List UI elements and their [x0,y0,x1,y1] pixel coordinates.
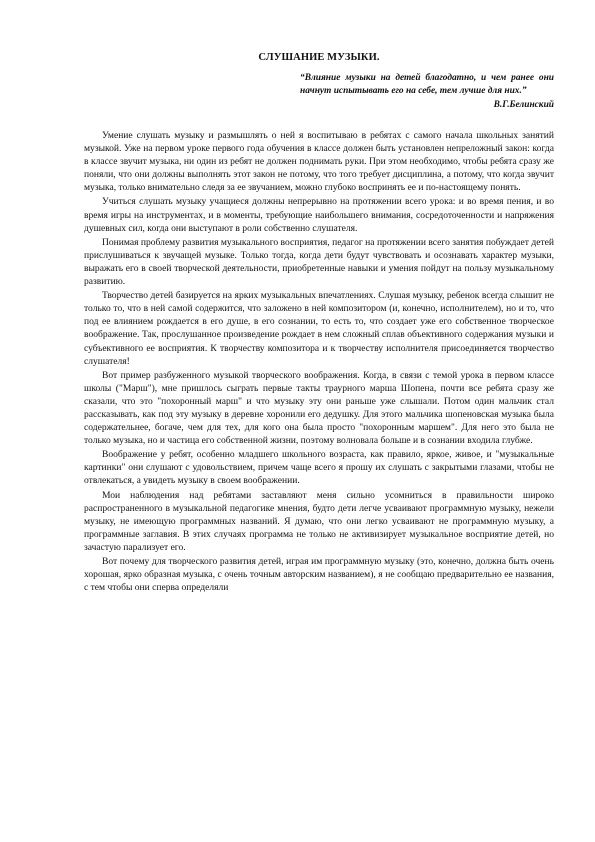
paragraph: Вот пример разбуженного музыкой творческого воображения. Когда, в связи с темой урока в первом классе школы ("Марш"), мне пришлось сыграть первые такты траурного марша Шопена, почти все ребята сразу же сказали, что это "похоронный марш" и что музыку эту они раньше уже слышали. Потом один мальчик стал рассказывать, как под эту музыку в деревне хоронили его дедушку. Для этого мальчика шопеновская музыка была содержательнее, богаче, чем для тех, для кого она была просто "похоронным маршем". Для него это была не только музыка, но и частица его собственной жизни, поэтому волновала больше и в сознании входила глубже. [84,369,554,447]
document-body [84,129,554,594]
paragraph: Творчество детей базируется на ярких музыкальных впечатлениях. Слушая музыку, ребенок всегда слышит не только то, что в ней самой содержится, что заложено в ней композитором (и, конечно, исполнителем), но и то, что под ее влиянием рождается в его душе, в его сознании, то есть то, что создает уже его собственное творческое воображение. Так, прослушанное произведение рождает в нем сложный сплав объективного содержания музыки и субъективного ее восприятия. К творчеству композитора и к творчеству исполнителя присоединяется творчество слушателя! [84,290,554,367]
document-page [84,52,554,595]
paragraph: Понимая проблему развития музыкального восприятия, педагог на протяжении всего занятия побуждает детей прислушиваться к звучащей музыке. Только тогда, когда дети будут чувствовать и осознавать характер музыки, выражать его в своей творческой деятельности, приобретенные навыки и умения пойдут на пользу музыкальному развитию. [84,236,554,288]
paragraph: Мои наблюдения над ребятами заставляют меня сильно усомниться в правильности широко распространенного в музыкальной педагогике мнения, будто дети легче усваивают программную музыку, нежели музыку, не имеющую программных названий. Я думаю, что они легко усваивают не программную музыку, а программные заглавия. В этих случаях программа не только не активизирует музыкальное восприятие детей, но зачастую парализует его. [84,489,554,553]
paragraph: Умение слушать музыку и размышлять о ней я воспитываю в ребятах с самого начала школьных занятий музыкой. Уже на первом уроке первого года обучения в классе должен быть установлен непреложный закон: когда в классе звучит музыка, ни один из ребят не должен поднимать руки. При этом необходимо, чтобы ребята сразу же поняли, что они должны выполнять этот закон не потому, что того требует дисциплина, а потому, что когда звучит музыка, только внимательно следя за ее звучанием, можно глубоко воспринять ее и по-настоящему понять. [84,130,554,194]
paragraph: Учиться слушать музыку учащиеся должны непрерывно на протяжении всего урока: и во время пения, и во время игры на инструментах, и в моменты, требующие наибольшего внимания, сосредоточенности и напряжения душевных сил, когда они выступают в роли собственно слушателя. [84,196,554,234]
paragraph: Воображение у ребят, особенно младшего школьного возраста, как правило, яркое, живое, и "музыкальные картинки" они слушают с удовольствием, причем чаще всего я прошу их слушать с закрытыми глазами, чтобы не отвлекаться, а увидеть музыку в своем воображении. [84,449,554,487]
epigraph-author: В.Г.Белинский [493,100,554,110]
page-title: СЛУШАНИЕ МУЗЫКИ. [258,52,380,63]
epigraph-quote: “Влияние музыки на детей благодатно, и чем ранее они начнут испытывать его на себе, тем лучше для них.” [300,73,554,96]
paragraph: Вот почему для творческого развития детей, играя им программную музыку (это, конечно, должна быть очень хорошая, ярко образная музыка, с очень точным авторским названием), я не сообщаю предварительно ее названия, с тем чтобы они сперва определяли [84,556,554,594]
